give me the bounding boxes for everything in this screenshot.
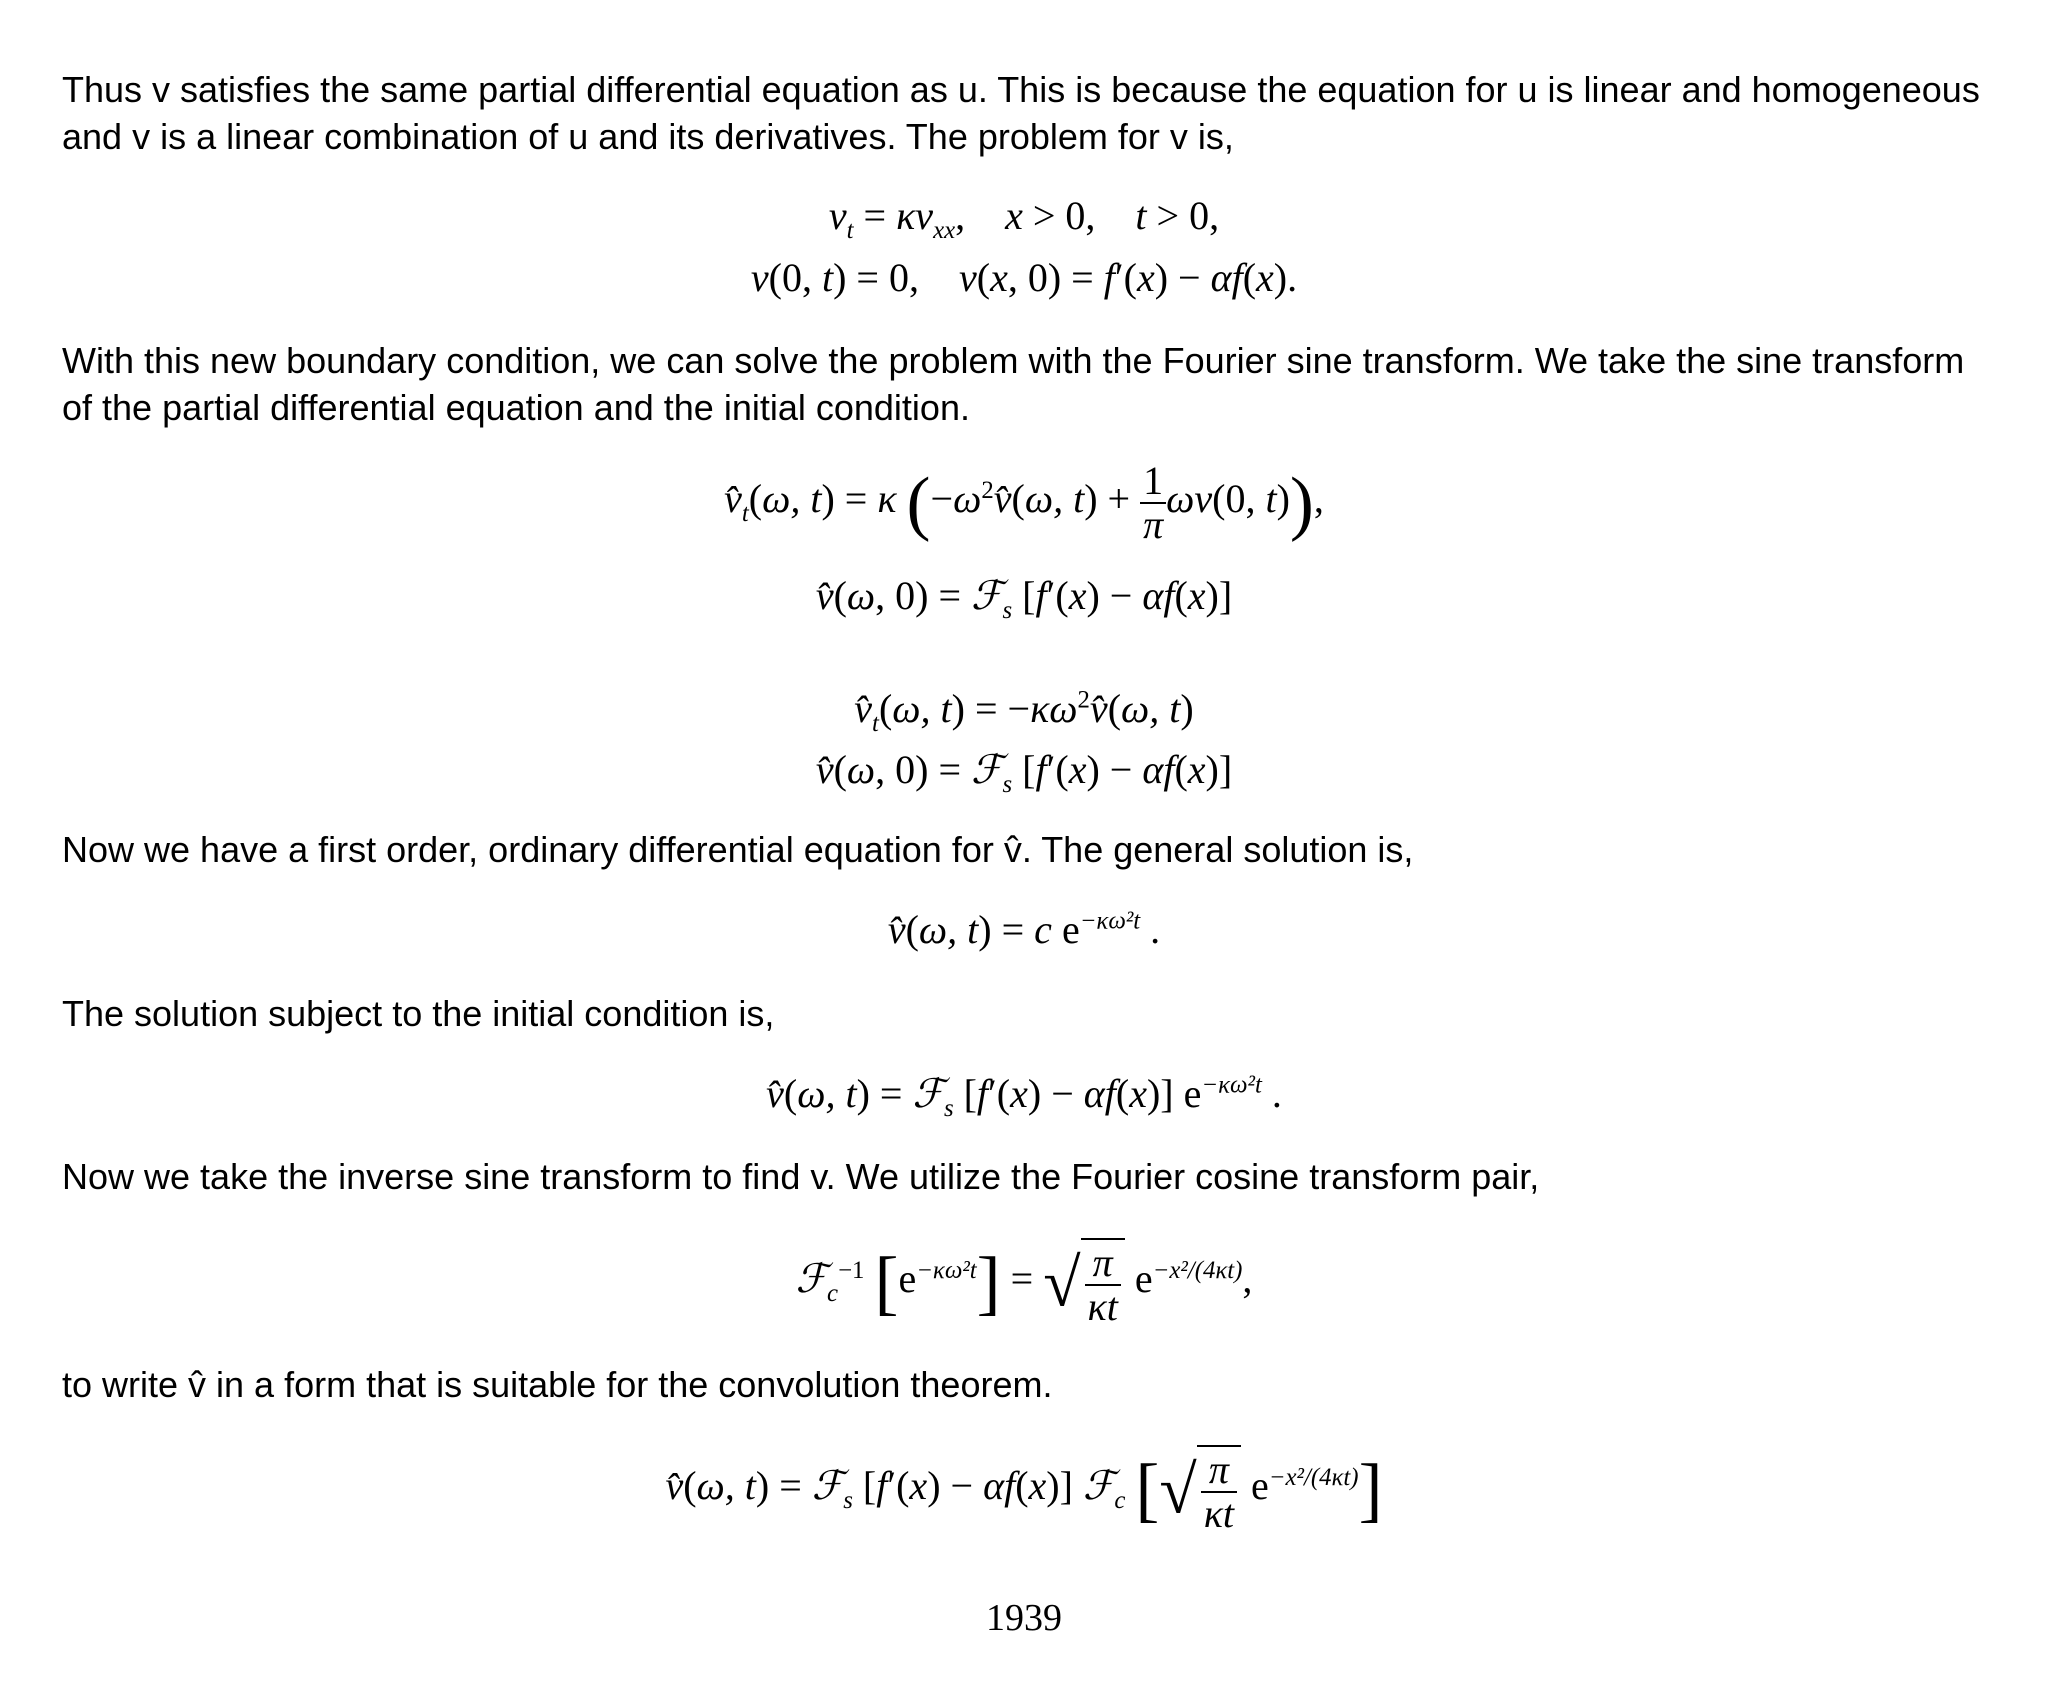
equation-2b: v̂(ω, 0) = ℱ$_s$ [f′(x) − αf(x)] xyxy=(815,573,1233,624)
paragraph-2 xyxy=(62,337,1992,431)
paragraph-5 xyxy=(62,1153,1992,1200)
equation-1b: v(0, t) = 0, v(x, 0) = f′(x) − αf(x). xyxy=(750,255,1298,300)
paragraph-4-text: The solution subject to the initial condition is, xyxy=(62,993,775,1034)
equation-3b: v̂(ω, 0) = ℱ$_s$ [f′(x) − αf(x)] xyxy=(815,747,1233,798)
equation-7: v̂(ω, t) = ℱ$_s$ [f′(x) − αf(x)] ℱ$_c$ [√ $\frac{\pi}{\kappa t}$ $e^{-x^2/(4\kappa t)}$] xyxy=(665,1447,1383,1536)
paragraph-1-text: Thus v satisfies the same partial differential equation as u. This is because the equation for u is linear and homogeneous and v is a linear combination of u and its derivatives. The problem for v is, xyxy=(62,69,1980,157)
equation-3a: $v̂_t(\omega$, $t) = -\kappa\omega^2v̂(\omega$, t) xyxy=(854,686,1194,737)
paragraph-4 xyxy=(62,990,1992,1037)
equation-4: v̂(ω, t) = c $e^{-\kappa\omega^2t}$ . xyxy=(887,907,1161,952)
paragraph-6-text: to write v̂ in a form that is suitable for the convolution theorem. xyxy=(62,1364,1053,1405)
equation-5: v̂(ω, t) = ℱ$_s$ [f′(x) − αf(x)] $e^{-\kappa\omega^2t}$ . xyxy=(766,1071,1282,1122)
paragraph-2-text: With this new boundary condition, we can solve the problem with the Fourier sine transform. We take the sine transform of the partial differential equation and the initial condition. xyxy=(62,340,1965,428)
paragraph-6 xyxy=(62,1361,1992,1408)
paragraph-3-text: Now we have a first order, ordinary differential equation for v̂. The general solution is, xyxy=(62,829,1414,870)
paragraph-5-text: Now we take the inverse sine transform to find v. We utilize the Fourier cosine transform pair, xyxy=(62,1156,1540,1197)
equation-6: ℱ$_c^{-1}$ $[e^{-\kappa\omega^2t}]$ = √ $\frac{\pi}{\kappa t}$ $e^{-x^2/(4\kappa t)}$, xyxy=(795,1240,1253,1329)
paragraph-1 xyxy=(62,66,1992,160)
paragraph-3 xyxy=(62,826,1992,873)
equation-2a: $v̂_t(\omega$, t) = κ ($-\omega^2v̂(\omega$, t) + $\frac{1}{\pi}$ ωv(0, t)), xyxy=(724,458,1324,547)
equation-1a: $v_t = \kappa v_{xx}$, x > 0, t > 0, xyxy=(828,193,1220,244)
page-number: 1939 xyxy=(986,1597,1062,1639)
